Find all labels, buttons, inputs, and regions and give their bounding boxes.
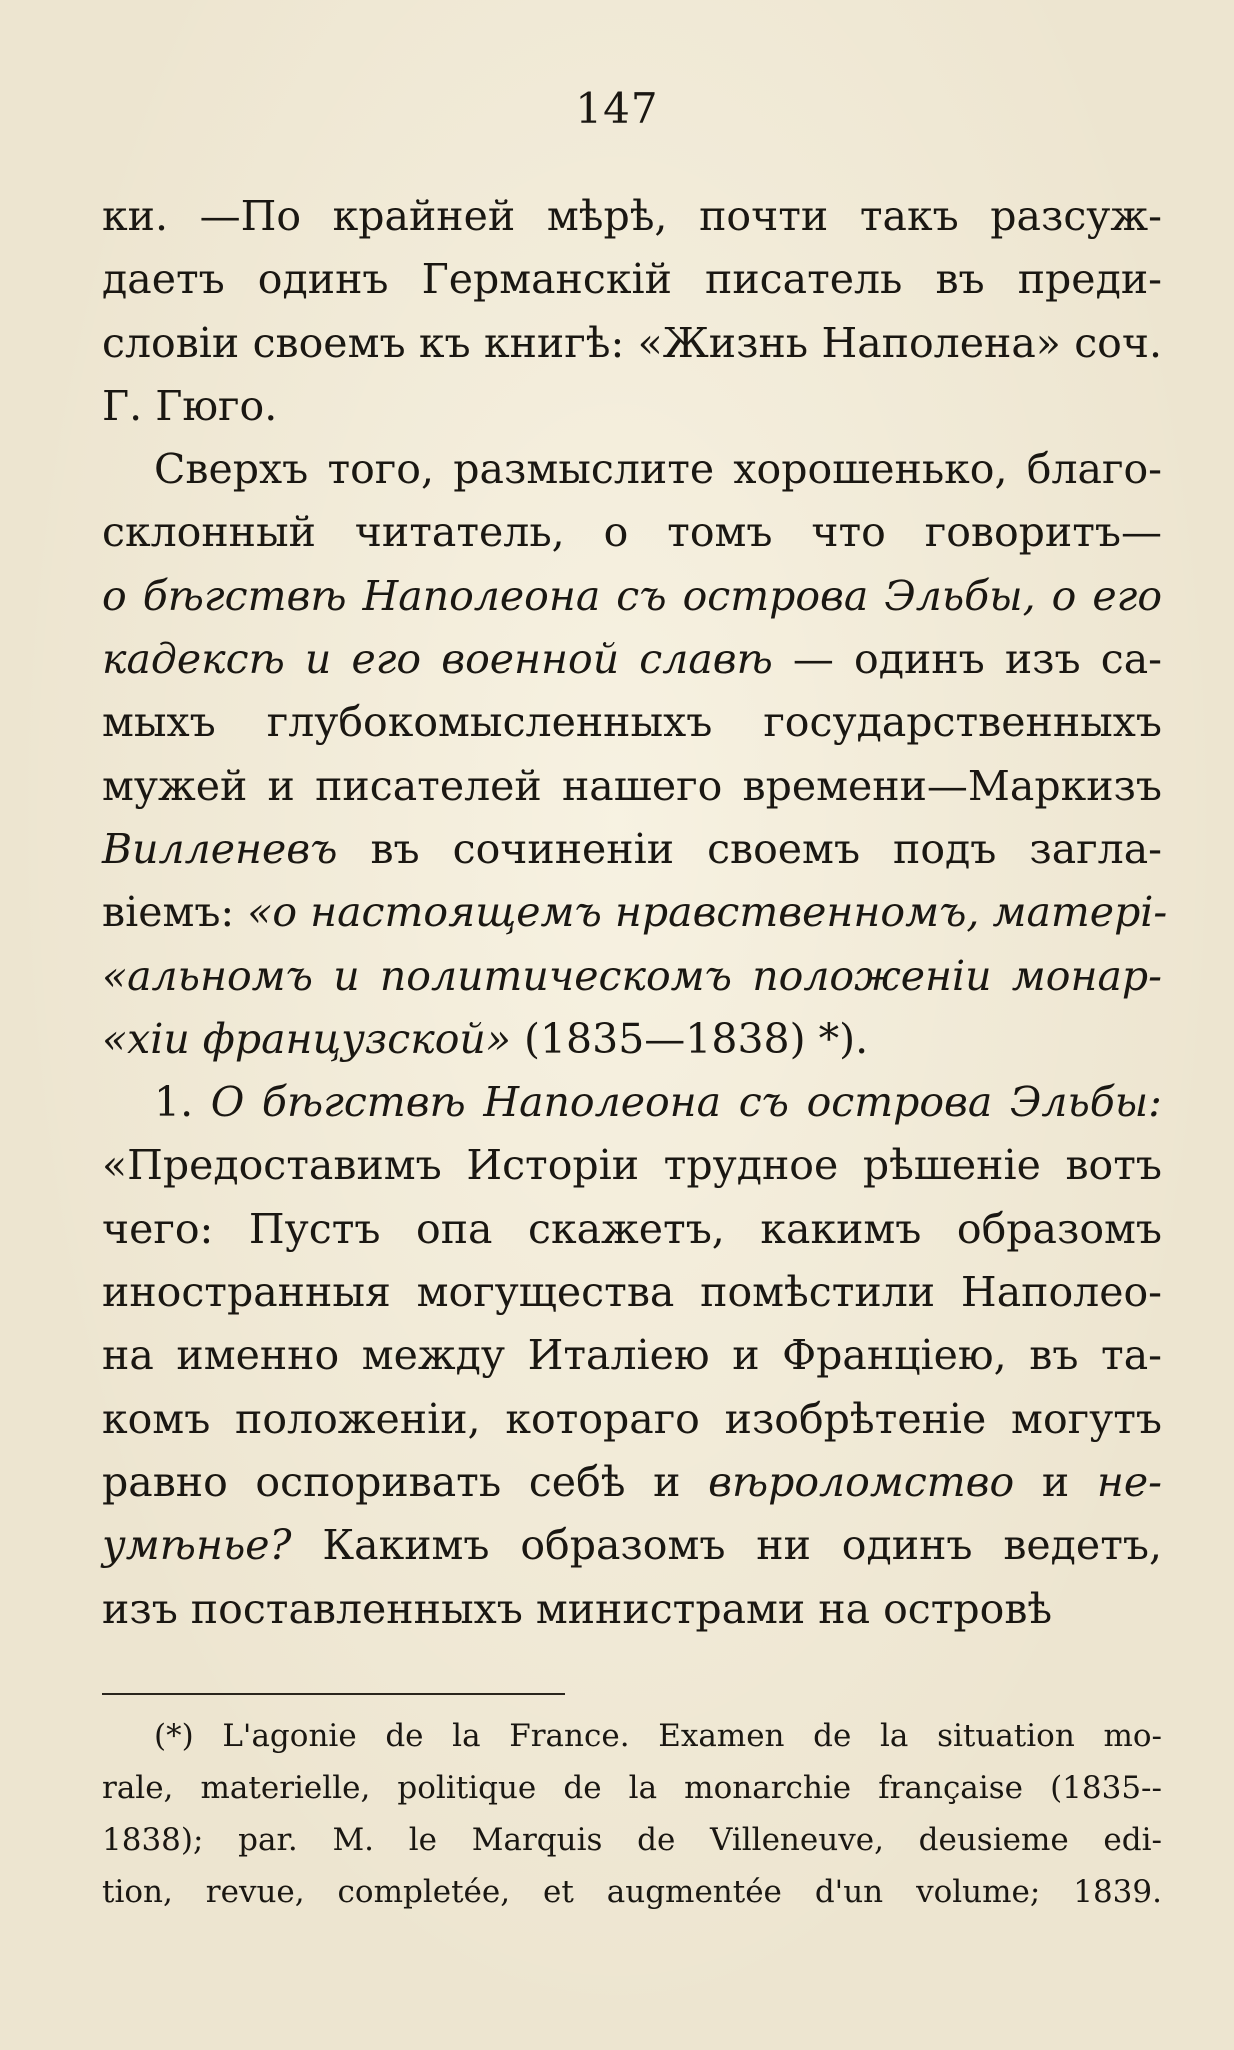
- paragraph: [102, 438, 1168, 1071]
- text-line: [102, 501, 1162, 564]
- text-line: [102, 881, 1168, 944]
- text-line: [102, 628, 1162, 691]
- text-line: [102, 1578, 1162, 1641]
- text-line: [102, 1324, 1162, 1387]
- footnote-line: rale, materielle, politique de la monarchie française (1835--: [102, 1770, 1162, 1806]
- text-line: [102, 565, 1162, 628]
- text-run: въ сочиненіи своемъ подъ загла-: [337, 824, 1162, 873]
- footnote-divider: [102, 1693, 565, 1695]
- text-run: склонный читатель, о томъ что говоритъ—: [102, 508, 1162, 557]
- text-run: даетъ одинъ Германскій писатель въ преди-: [102, 255, 1162, 304]
- text-line: [102, 945, 1162, 1008]
- italic-run: о бѣгствѣ Наполеона съ острова Эльбы, о его: [102, 571, 1162, 620]
- text-line: [102, 185, 1162, 248]
- text-line: [102, 375, 1162, 438]
- text-line: [102, 1514, 1162, 1577]
- text-run: — одинъ изъ са-: [772, 635, 1162, 684]
- text-run: Г. Гюго.: [102, 381, 278, 430]
- text-run: равно оспоривать себѣ и: [102, 1457, 709, 1506]
- text-line: [102, 1451, 1162, 1514]
- text-run: мыхъ глубокомысленныхъ государственныхъ: [102, 698, 1162, 747]
- text-line: [102, 248, 1162, 311]
- footnote-line: (*) L'agonie de la France. Examen de la situation mo-: [154, 1718, 1162, 1754]
- page-number: 147: [575, 84, 659, 133]
- text-run: Сверхъ того, размыслите хорошенько, благо-: [154, 445, 1162, 494]
- italic-run: умѣнье?: [102, 1521, 292, 1570]
- text-run: на именно между Италіею и Франціею, въ та-: [102, 1331, 1162, 1380]
- italic-run: Вилленевъ: [102, 824, 338, 873]
- paragraph: [102, 185, 1162, 438]
- text-line: [102, 1388, 1162, 1451]
- text-run: віемъ:: [102, 888, 248, 937]
- text-run: иностранныя могущества помѣстили Наполео-: [102, 1268, 1162, 1317]
- footnote: [102, 1710, 1162, 1918]
- text-run: чего: Пустъ опа скажетъ, какимъ образомъ: [102, 1204, 1162, 1253]
- body-text: [102, 185, 1168, 1641]
- text-line: [102, 1008, 1162, 1071]
- text-run: словіи своемъ къ книгѣ: «Жизнь Наполена» соч.: [102, 318, 1162, 367]
- paragraph: [102, 1071, 1162, 1641]
- text-line: [102, 312, 1162, 375]
- footnote-line: tion, revue, completée, et augmentée d'un volume; 1839.: [102, 1874, 1162, 1910]
- text-run: и: [1014, 1457, 1097, 1506]
- footnote-line: 1838); par. M. le Marquis de Villeneuve, deusieme edi-: [102, 1822, 1162, 1858]
- text-line: [102, 438, 1162, 501]
- text-run: Какимъ образомъ ни одинъ ведетъ,: [291, 1521, 1162, 1570]
- text-run: изъ поставленныхъ министрами на островѣ: [102, 1584, 1053, 1633]
- text-run: «Предоставимъ Исторіи трудное рѣшеніе вотъ: [102, 1141, 1162, 1190]
- italic-run: вѣроломство: [708, 1457, 1015, 1506]
- italic-run: «альномъ и политическомъ положеніи монар-: [102, 951, 1162, 1000]
- text-run: мужей и писателей нашего времени—Маркизъ: [102, 761, 1162, 810]
- italic-run: не-: [1096, 1457, 1162, 1506]
- text-line: [102, 691, 1162, 754]
- text-run: комъ положеніи, котораго изобрѣтеніе могутъ: [102, 1394, 1162, 1443]
- italic-run: «о настоящемъ нравственномъ, матері-: [247, 888, 1168, 937]
- text-line: [102, 818, 1162, 881]
- text-run: ки. —По крайней мѣрѣ, почти такъ разсуж-: [102, 192, 1162, 240]
- text-run: 1.: [154, 1078, 211, 1127]
- text-line: [102, 1134, 1162, 1197]
- text-line: [102, 1198, 1162, 1261]
- text-line: [102, 755, 1162, 818]
- text-line: [102, 1261, 1162, 1324]
- text-run: (1835—1838) *).: [510, 1014, 869, 1063]
- text-line: [102, 1071, 1162, 1134]
- italic-run: «хіи французской»: [102, 1014, 511, 1063]
- italic-run: О бѣгствѣ Наполеона съ острова Эльбы:: [210, 1078, 1162, 1127]
- italic-run: кадексѣ и его военной славѣ: [102, 635, 773, 684]
